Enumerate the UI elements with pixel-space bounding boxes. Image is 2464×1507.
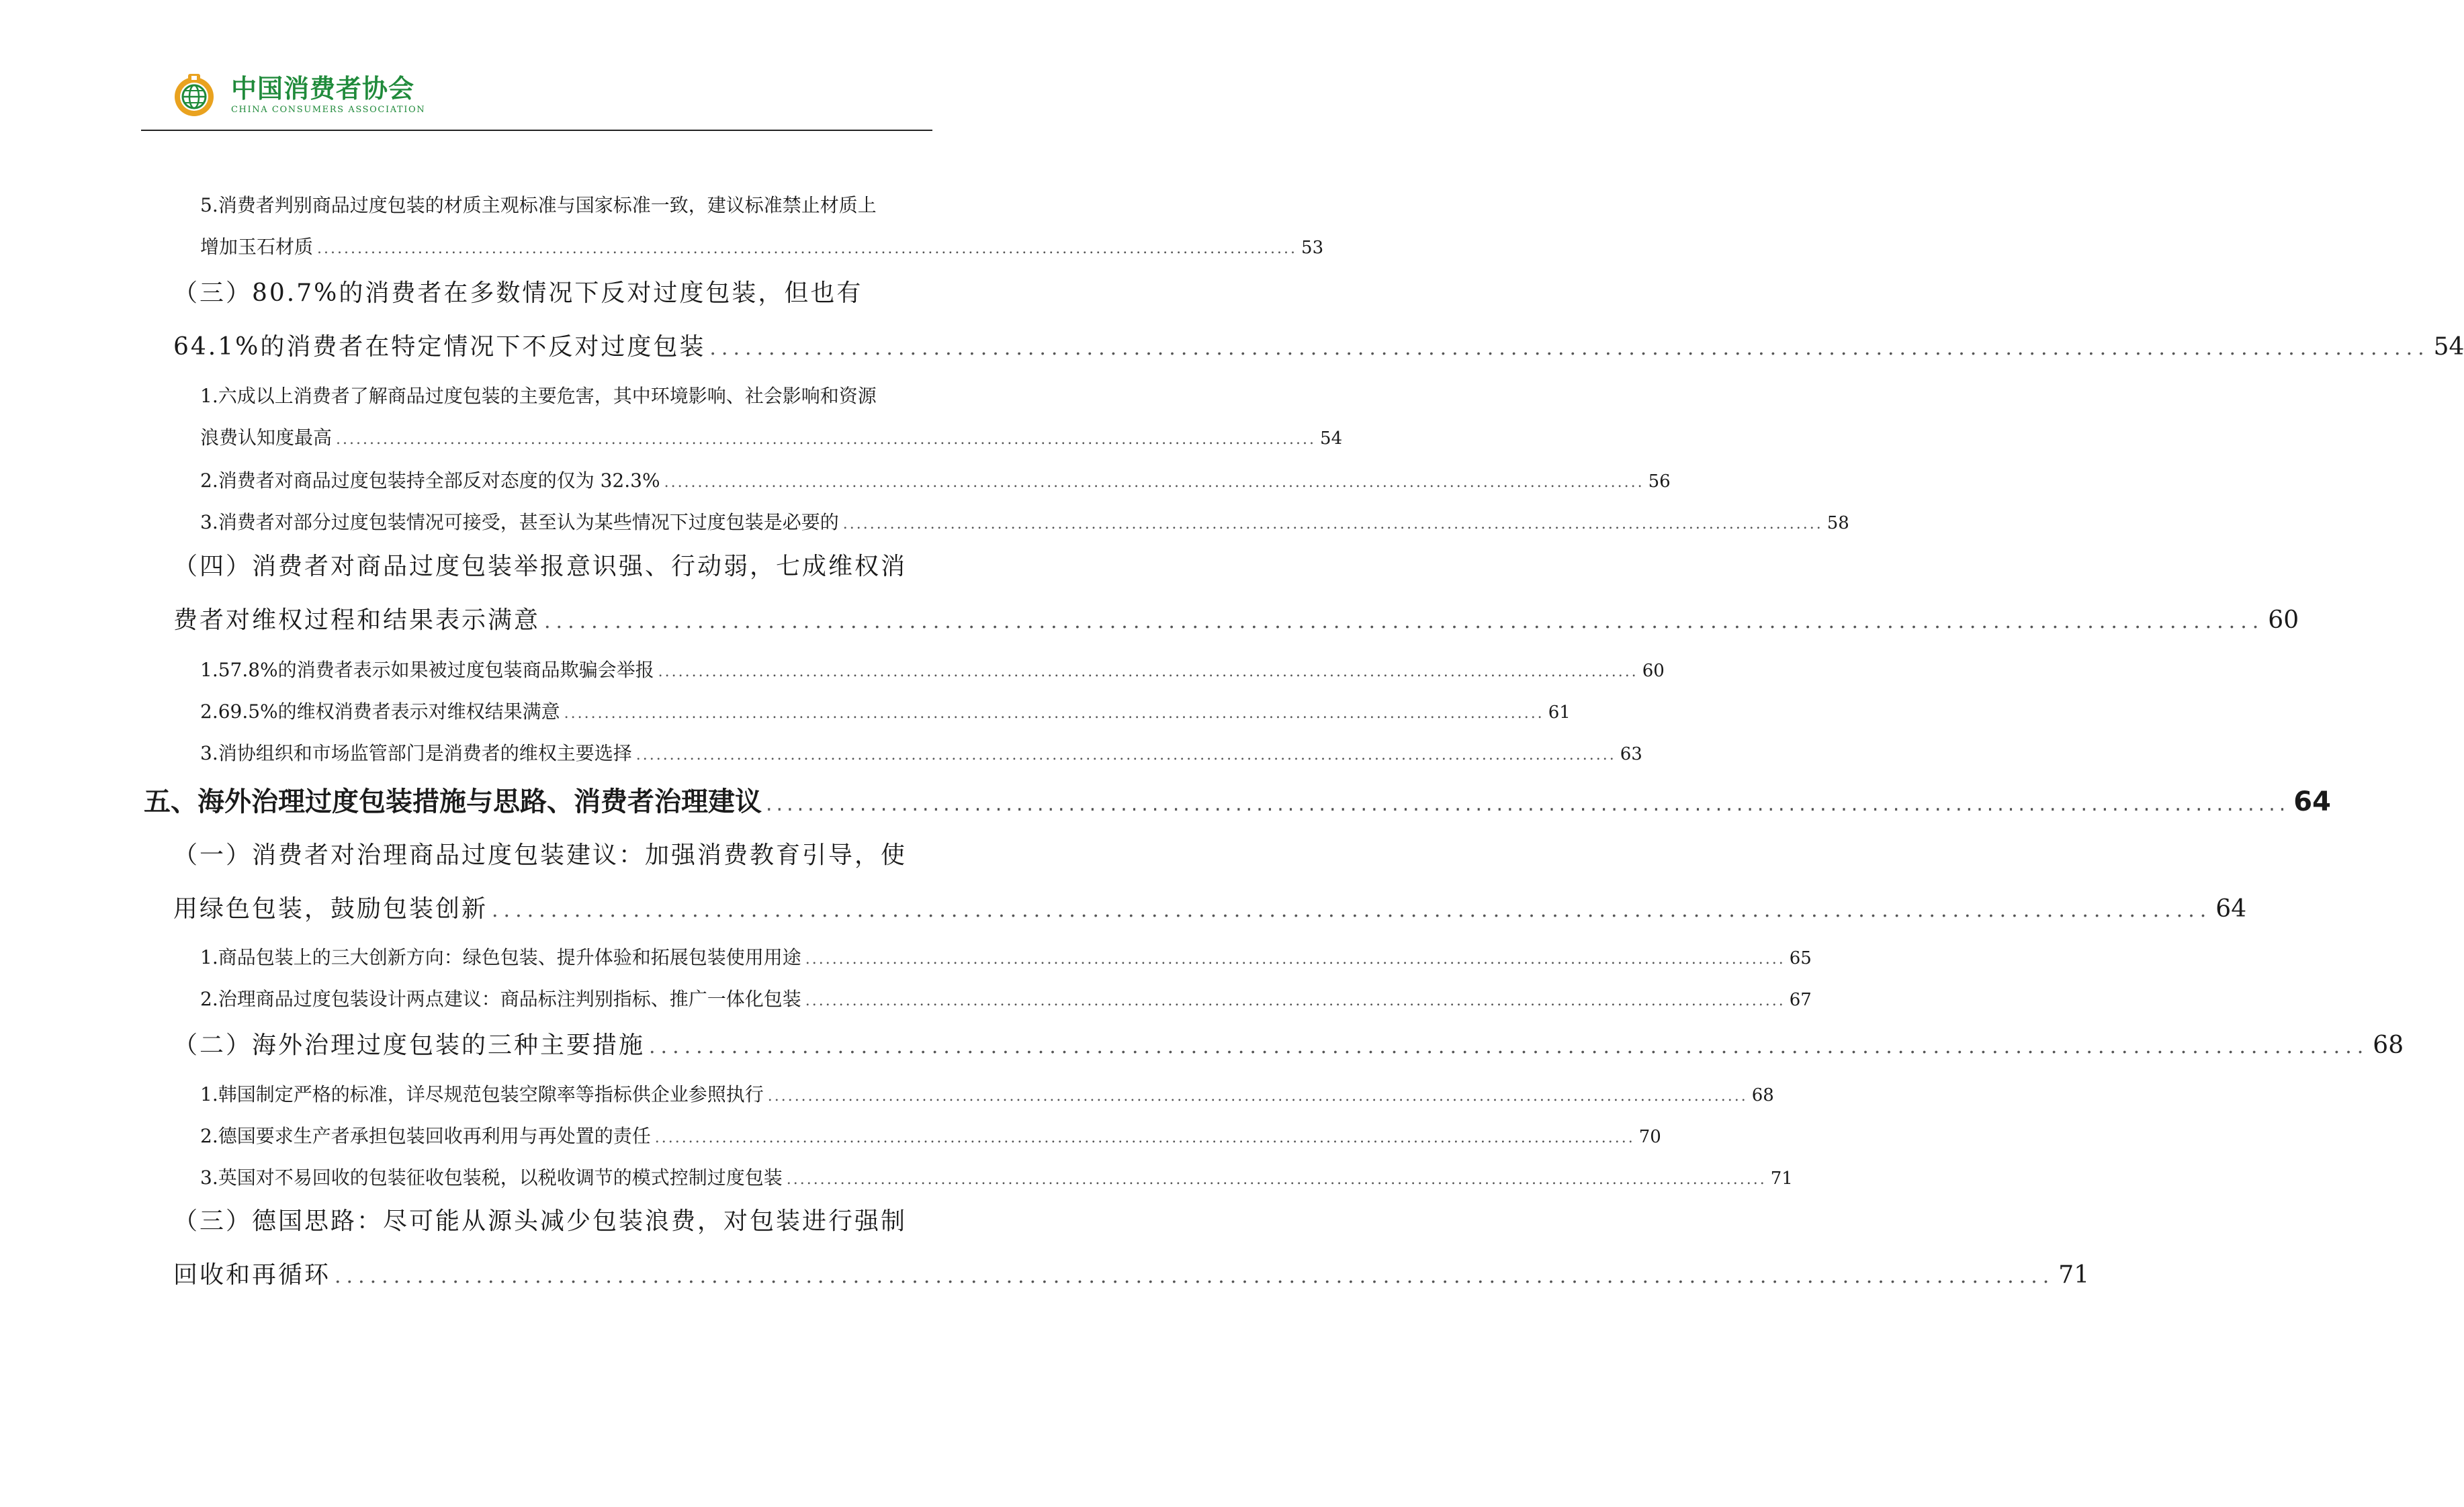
toc-entry-line1: （三）80.7%的消费者在多数情况下反对过度包装，但也有 xyxy=(173,279,863,307)
toc-entry[interactable] xyxy=(200,466,1671,493)
toc-leader-dots: .................................................................................................................................................. xyxy=(842,516,1823,533)
toc-page-number: 64 xyxy=(2293,786,2331,817)
page-header xyxy=(0,0,1065,134)
toc-entry-line1: （三）德国思路：尽可能从源头减少包装浪费，对包装进行强制 xyxy=(173,1207,908,1235)
toc-entry[interactable] xyxy=(173,890,2247,924)
toc-page-number: 56 xyxy=(1648,471,1671,492)
toc-entry[interactable] xyxy=(173,1026,2404,1060)
toc-leader-dots: .................................................................................................................................................. xyxy=(805,993,1786,1009)
toc-entry-line1: 1.六成以上消费者了解商品过度包装的主要危害，其中环境影响、社会影响和资源 xyxy=(200,385,877,407)
toc-page-number: 63 xyxy=(1620,744,1642,764)
toc-entry-title: 2.治理商品过度包装设计两点建议：商品标注判别指标、推广一体化包装 xyxy=(200,988,801,1010)
toc-leader-dots: .................................................................................................................................................. xyxy=(709,336,2430,360)
toc-page-number: 68 xyxy=(1751,1085,1774,1105)
toc-entry-title: 2.德国要求生产者承担包装回收再利用与再处置的责任 xyxy=(200,1125,651,1147)
header-divider xyxy=(141,130,932,131)
toc-entry-title: 增加玉石材质 xyxy=(200,236,314,258)
toc-entry[interactable] xyxy=(200,508,1849,535)
toc-entry-title: 2.消费者对商品过度包装持全部反对态度的仅为 32.3% xyxy=(200,469,660,492)
toc-page-number: 54 xyxy=(1320,428,1343,449)
toc-page-number: 60 xyxy=(2268,606,2299,634)
toc-leader-dots: .................................................................................................................................................. xyxy=(635,747,1616,764)
toc-entry-title: 1.商品包装上的三大创新方向：绿色包装、提升体验和拓展包装使用用途 xyxy=(200,946,801,968)
toc-leader-dots: .................................................................................................................................................. xyxy=(336,431,1317,448)
toc-entry[interactable] xyxy=(200,655,1665,682)
toc-leader-dots: .................................................................................................................................................. xyxy=(766,792,2290,816)
toc-page-number: 58 xyxy=(1827,513,1849,533)
toc-leader-dots: .................................................................................................................................................. xyxy=(649,1035,2369,1058)
toc-leader-dots: .................................................................................................................................................. xyxy=(544,610,2264,633)
toc-entry[interactable] xyxy=(200,739,1642,766)
toc-entry[interactable] xyxy=(173,601,2299,635)
toc-entry-title: 3.消费者对部分过度包装情况可接受，甚至认为某些情况下过度包装是必要的 xyxy=(200,511,839,533)
toc-entry[interactable] xyxy=(173,1256,2090,1290)
toc-entry[interactable] xyxy=(144,780,2331,819)
toc-page-number: 71 xyxy=(2058,1261,2090,1289)
toc-page-number: 70 xyxy=(1638,1127,1661,1147)
toc-page-number: 67 xyxy=(1789,990,1812,1010)
toc-entry-title: 2.69.5%的维权消费者表示对维权结果满意 xyxy=(200,700,560,723)
toc-entry-title: 用绿色包装，鼓励包装创新 xyxy=(173,895,488,923)
toc-entry[interactable] xyxy=(200,985,1812,1011)
toc-page-number: 53 xyxy=(1301,238,1324,258)
toc-leader-dots: .................................................................................................................................................. xyxy=(317,240,1298,257)
toc-entry-line1: （四）消费者对商品过度包装举报意识强、行动弱，七成维权消 xyxy=(173,553,908,580)
toc-entry-title: （二）海外治理过度包装的三种主要措施 xyxy=(173,1032,646,1059)
org-name-en: CHINA CONSUMERS ASSOCIATION xyxy=(231,105,426,115)
toc-leader-dots: .................................................................................................................................................. xyxy=(335,1265,2055,1288)
toc-entry-title: 浪费认知度最高 xyxy=(200,426,333,449)
toc-entry-title: 回收和再循环 xyxy=(173,1261,331,1289)
cca-logo-icon xyxy=(172,73,216,117)
toc-leader-dots: .................................................................................................................................................. xyxy=(805,951,1786,968)
toc-entry[interactable] xyxy=(200,1080,1774,1107)
toc-entry-title: 64.1%的消费者在特定情况下不反对过度包装 xyxy=(173,333,706,361)
toc-entry[interactable] xyxy=(173,328,2464,362)
toc-entry[interactable] xyxy=(200,1122,1661,1148)
toc-page-number: 68 xyxy=(2373,1032,2404,1059)
toc-leader-dots: .................................................................................................................................................. xyxy=(767,1088,1748,1105)
toc-entry-line1: （一）消费者对治理商品过度包装建议：加强消费教育引导，使 xyxy=(173,841,908,869)
toc-entry[interactable] xyxy=(200,423,1343,450)
toc-page-number: 60 xyxy=(1642,661,1665,681)
toc-leader-dots: .................................................................................................................................................. xyxy=(654,1130,1635,1146)
toc-entry-title: 1.57.8%的消费者表示如果被过度包装商品欺骗会举报 xyxy=(200,659,654,681)
toc-leader-dots: .................................................................................................................................................. xyxy=(664,474,1644,491)
toc-leader-dots: .................................................................................................................................................. xyxy=(658,664,1638,680)
toc-page-number: 71 xyxy=(1770,1169,1793,1189)
org-name-cn: 中国消费者协会 xyxy=(231,74,415,103)
toc-entry-title: 3.消协组织和市场监管部门是消费者的维权主要选择 xyxy=(200,742,632,764)
toc-entry-title: 费者对维权过程和结果表示满意 xyxy=(173,606,541,634)
toc-leader-dots: .................................................................................................................................................. xyxy=(564,705,1544,722)
toc-entry[interactable] xyxy=(200,1163,1793,1190)
toc-entry[interactable] xyxy=(200,943,1812,970)
toc-page-number: 64 xyxy=(2215,895,2247,923)
toc-entry-title: 3.英国对不易回收的包装征收包装税，以税收调节的模式控制过度包装 xyxy=(200,1167,783,1189)
toc-leader-dots: .................................................................................................................................................. xyxy=(786,1171,1767,1188)
toc-entry[interactable] xyxy=(200,697,1571,724)
toc-page-number: 61 xyxy=(1548,702,1571,723)
toc-leader-dots: .................................................................................................................................................. xyxy=(492,899,2212,922)
toc-entry[interactable] xyxy=(200,232,1324,259)
toc-page-number: 54 xyxy=(2433,333,2464,361)
toc-entry-title: 五、海外治理过度包装措施与思路、消费者治理建议 xyxy=(144,786,762,817)
toc-entry-line1: 5.消费者判别商品过度包装的材质主观标准与国家标准一致，建议标准禁止材质上 xyxy=(200,194,877,216)
toc-entry-title: 1.韩国制定严格的标准，详尽规范包装空隙率等指标供企业参照执行 xyxy=(200,1083,764,1105)
toc-page-number: 65 xyxy=(1789,948,1812,968)
